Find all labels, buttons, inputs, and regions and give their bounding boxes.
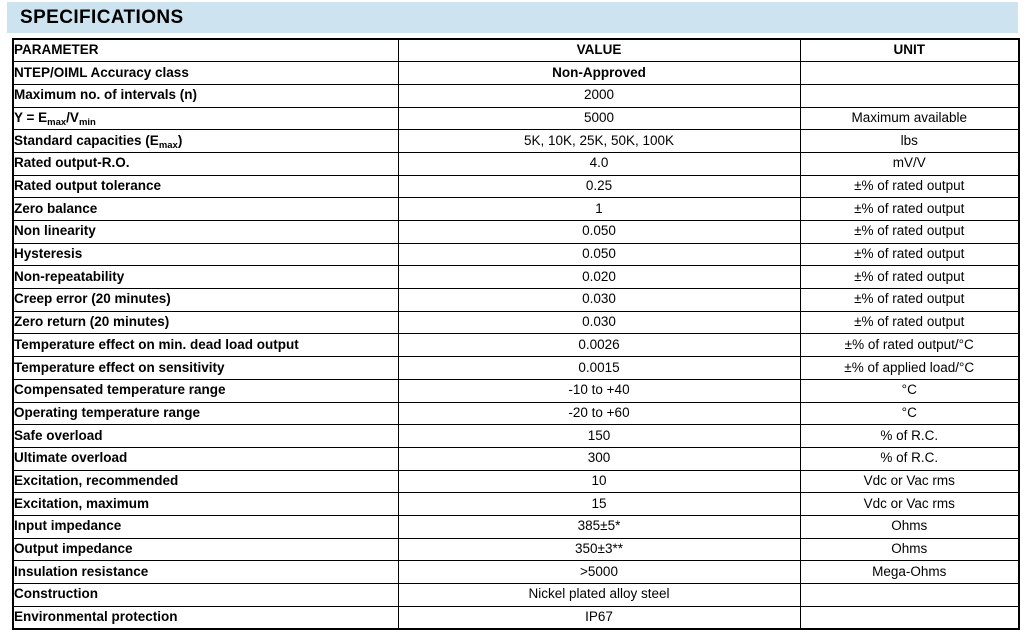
parameter-cell: Compensated temperature range (13, 379, 398, 402)
unit-cell: Ohms (800, 538, 1019, 561)
column-header-value: VALUE (398, 39, 800, 62)
column-header-parameter: PARAMETER (13, 39, 398, 62)
unit-cell: % of R.C. (800, 425, 1019, 448)
unit-cell: Vdc or Vac rms (800, 470, 1019, 493)
value-cell: Nickel plated alloy steel (398, 584, 800, 607)
unit-cell: ±% of rated output (800, 221, 1019, 244)
table-row (13, 379, 1019, 402)
table-row (13, 266, 1019, 289)
value-cell: 300 (398, 447, 800, 470)
parameter-cell: Environmental protection (13, 606, 398, 629)
value-cell: 150 (398, 425, 800, 448)
parameter-cell: Non-repeatability (13, 266, 398, 289)
unit-cell: Vdc or Vac rms (800, 493, 1019, 516)
table-row (13, 584, 1019, 607)
parameter-cell: Excitation, recommended (13, 470, 398, 493)
table-row (13, 357, 1019, 380)
parameter-cell: Maximum no. of intervals (n) (13, 84, 398, 107)
value-cell: 385±5* (398, 515, 800, 538)
parameter-cell: Excitation, maximum (13, 493, 398, 516)
unit-cell (800, 584, 1019, 607)
parameter-cell: Safe overload (13, 425, 398, 448)
unit-cell: lbs (800, 130, 1019, 153)
unit-cell: Ohms (800, 515, 1019, 538)
table-row (13, 107, 1019, 130)
unit-cell: ±% of applied load/°C (800, 357, 1019, 380)
table-row (13, 606, 1019, 629)
parameter-cell: Zero balance (13, 198, 398, 221)
unit-cell: mV/V (800, 152, 1019, 175)
value-cell: 15 (398, 493, 800, 516)
unit-cell (800, 84, 1019, 107)
parameter-cell: Rated output-R.O. (13, 152, 398, 175)
table-row (13, 311, 1019, 334)
parameter-cell: Temperature effect on min. dead load output (13, 334, 398, 357)
value-cell: 2000 (398, 84, 800, 107)
parameter-cell: Input impedance (13, 515, 398, 538)
parameter-cell: Rated output tolerance (13, 175, 398, 198)
unit-cell: ±% of rated output (800, 198, 1019, 221)
specifications-table (12, 38, 1020, 630)
unit-cell: Maximum available (800, 107, 1019, 130)
parameter-cell: Insulation resistance (13, 561, 398, 584)
parameter-cell: Creep error (20 minutes) (13, 289, 398, 312)
unit-cell: Mega-Ohms (800, 561, 1019, 584)
parameter-cell: Non linearity (13, 221, 398, 244)
parameter-cell: Construction (13, 584, 398, 607)
value-cell: 0.050 (398, 243, 800, 266)
table-row (13, 561, 1019, 584)
value-cell: 350±3** (398, 538, 800, 561)
unit-cell: ±% of rated output/°C (800, 334, 1019, 357)
table-row (13, 152, 1019, 175)
value-cell: -20 to +60 (398, 402, 800, 425)
parameter-cell: Zero return (20 minutes) (13, 311, 398, 334)
parameter-cell: Temperature effect on sensitivity (13, 357, 398, 380)
value-cell: 0.030 (398, 311, 800, 334)
value-cell: IP67 (398, 606, 800, 629)
unit-cell: % of R.C. (800, 447, 1019, 470)
table-row (13, 130, 1019, 153)
unit-cell: ±% of rated output (800, 289, 1019, 312)
parameter-cell: Hysteresis (13, 243, 398, 266)
table-row (13, 289, 1019, 312)
value-cell: 0.0026 (398, 334, 800, 357)
unit-cell: °C (800, 402, 1019, 425)
value-cell: Non-Approved (398, 62, 800, 85)
table-row (13, 538, 1019, 561)
table-row (13, 470, 1019, 493)
value-cell: 0.020 (398, 266, 800, 289)
value-cell: 5000 (398, 107, 800, 130)
unit-cell: ±% of rated output (800, 175, 1019, 198)
table-row (13, 175, 1019, 198)
value-cell: 5K, 10K, 25K, 50K, 100K (398, 130, 800, 153)
value-cell: -10 to +40 (398, 379, 800, 402)
unit-cell (800, 62, 1019, 85)
parameter-cell: Operating temperature range (13, 402, 398, 425)
table-row (13, 221, 1019, 244)
value-cell: 4.0 (398, 152, 800, 175)
table-header-row (13, 39, 1019, 62)
table-row (13, 198, 1019, 221)
parameter-cell: $Y = E_{max}/V_{min}$ (13, 107, 398, 130)
table-row (13, 493, 1019, 516)
value-cell: >5000 (398, 561, 800, 584)
table-row (13, 447, 1019, 470)
unit-cell: ±% of rated output (800, 266, 1019, 289)
table-row (13, 402, 1019, 425)
value-cell: 0.25 (398, 175, 800, 198)
parameter-cell: Output impedance (13, 538, 398, 561)
table-row (13, 515, 1019, 538)
unit-cell: ±% of rated output (800, 311, 1019, 334)
value-cell: 10 (398, 470, 800, 493)
value-cell: 1 (398, 198, 800, 221)
value-cell: 0.050 (398, 221, 800, 244)
table-row (13, 334, 1019, 357)
section-title-band (7, 2, 1018, 33)
table-row (13, 84, 1019, 107)
table-row (13, 425, 1019, 448)
section-title: SPECIFICATIONS (20, 6, 184, 28)
table-row (13, 243, 1019, 266)
parameter-cell: Standard capacities $(E_{max})$ (13, 130, 398, 153)
table-row (13, 62, 1019, 85)
unit-cell: ±% of rated output (800, 243, 1019, 266)
parameter-cell: Ultimate overload (13, 447, 398, 470)
unit-cell: °C (800, 379, 1019, 402)
unit-cell (800, 606, 1019, 629)
parameter-cell: NTEP/OIML Accuracy class (13, 62, 398, 85)
column-header-unit: UNIT (800, 39, 1019, 62)
value-cell: 0.030 (398, 289, 800, 312)
spec-table-body (13, 62, 1019, 629)
value-cell: 0.0015 (398, 357, 800, 380)
